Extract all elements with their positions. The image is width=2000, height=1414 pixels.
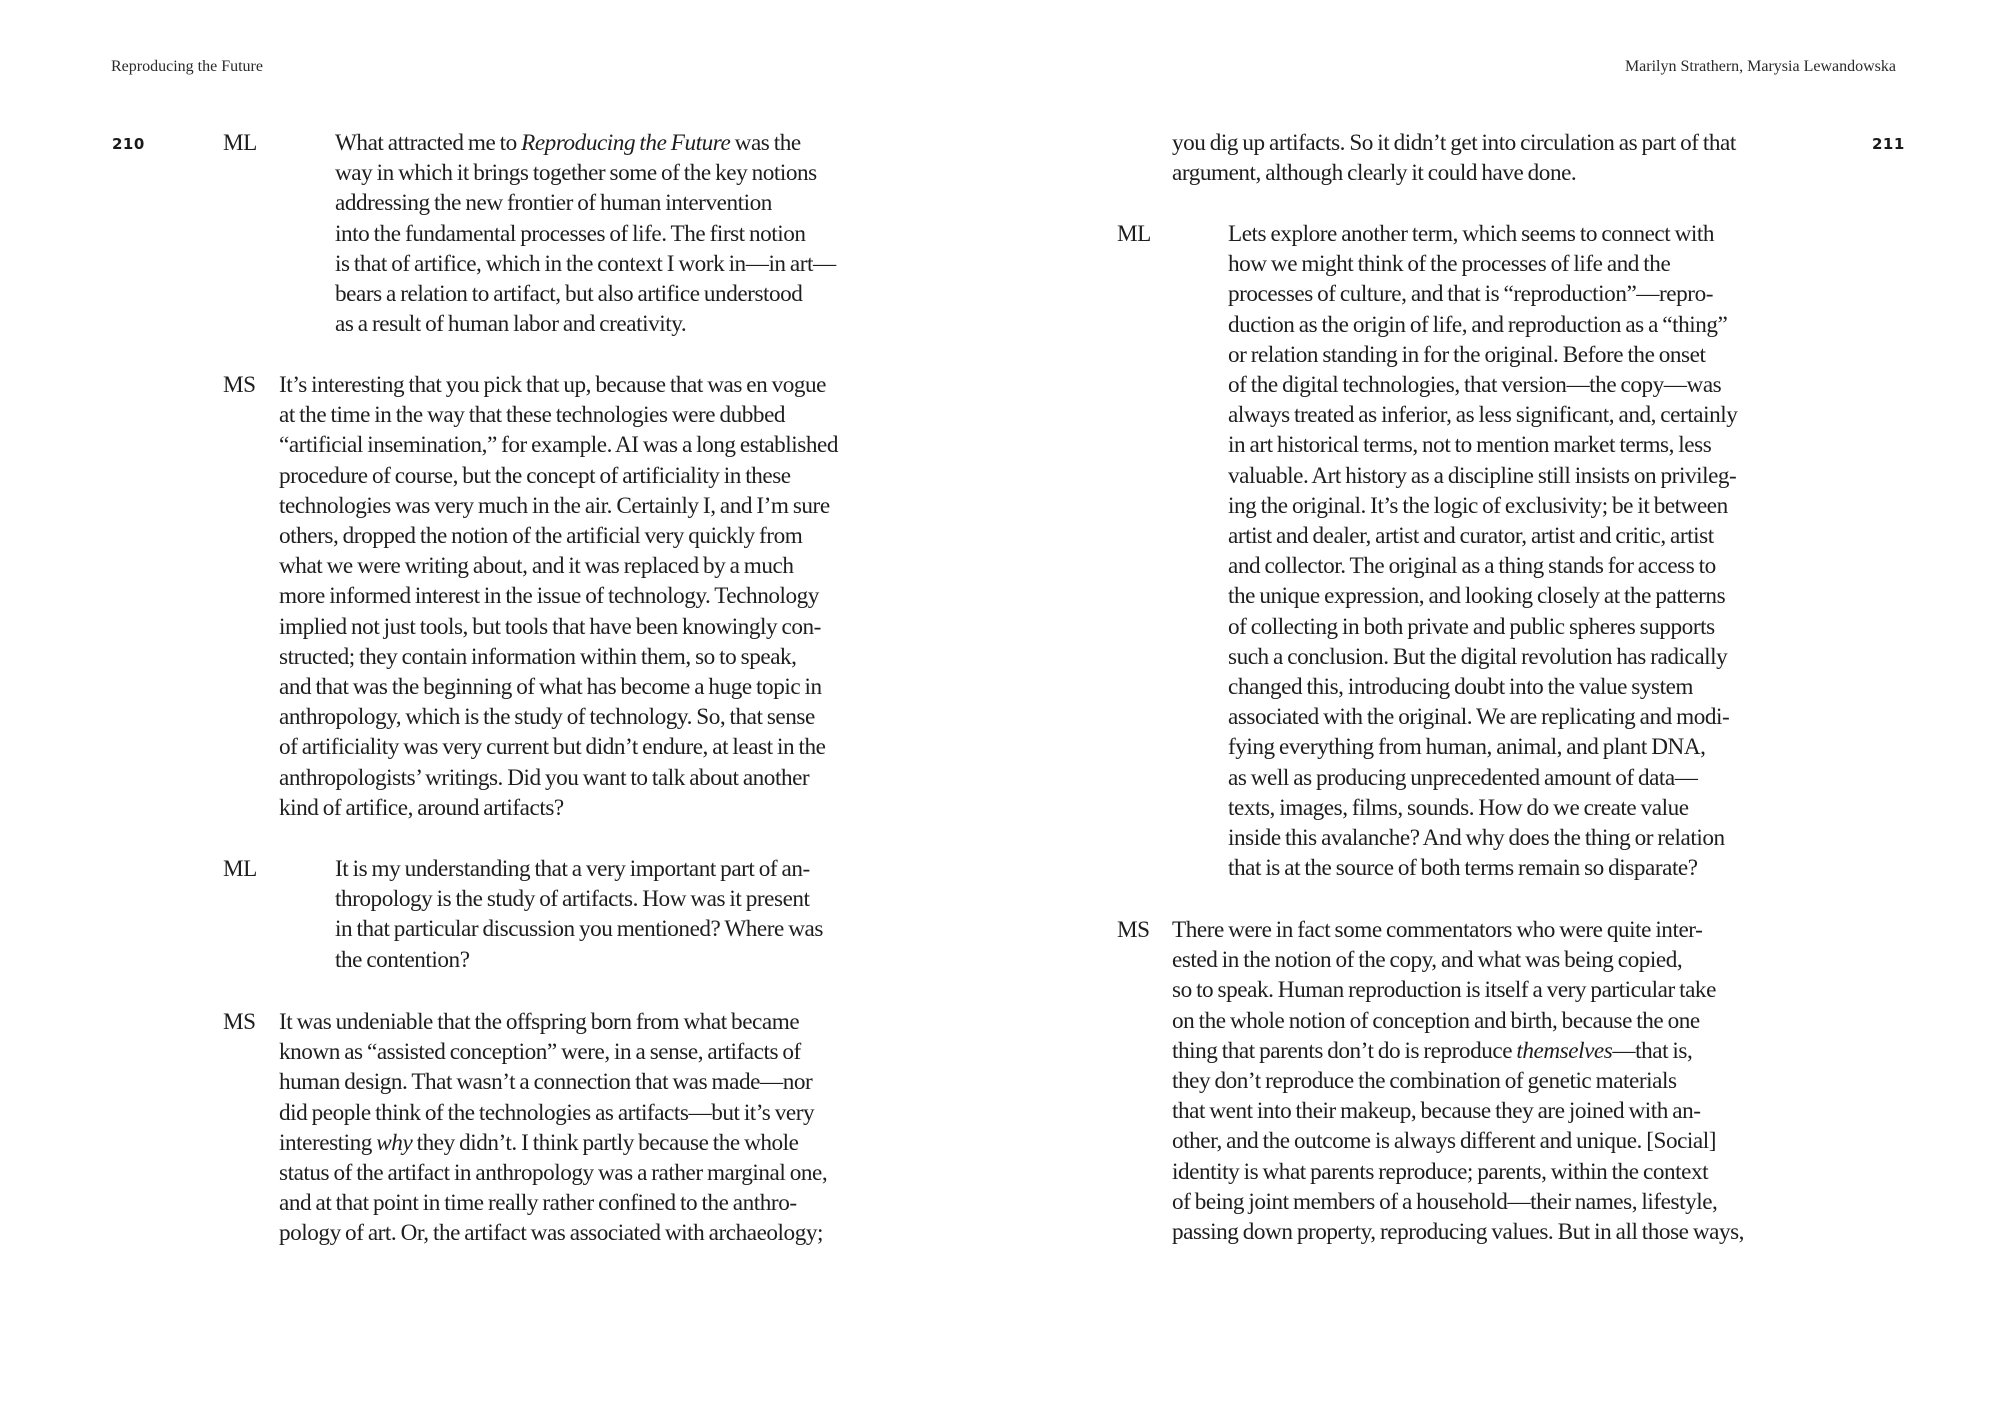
text-line: inside this avalanche? And why does the thing or relation xyxy=(1228,825,1725,852)
running-head-left: Reproducing the Future xyxy=(111,58,263,75)
exchange-ms xyxy=(223,1007,827,1249)
exchange-ml xyxy=(223,128,836,339)
text-line: how we might think of the processes of life and the xyxy=(1228,251,1671,278)
text-line: others, dropped the notion of the artificial very quickly from xyxy=(279,523,803,550)
speaker-label: MS xyxy=(1117,917,1150,943)
text-line: and that was the beginning of what has become a huge topic in xyxy=(279,674,822,701)
text-line: so to speak. Human reproduction is itself a very particular take xyxy=(1172,977,1716,1004)
exchange-ml xyxy=(1117,219,1737,883)
text-line: human design. That wasn’t a connection that was made—nor xyxy=(279,1069,813,1096)
text-line: of artificiality was very current but didn’t endure, at least in the xyxy=(279,734,826,761)
speaker-label: ML xyxy=(223,130,257,156)
text-line: ested in the notion of the copy, and what was being copied, xyxy=(1172,947,1683,974)
text-line: other, and the outcome is always different and unique. [Social] xyxy=(1172,1128,1717,1155)
speaker-label: MS xyxy=(223,1009,256,1035)
speaker-label: MS xyxy=(223,372,256,398)
text-line: the unique expression, and looking closely at the patterns xyxy=(1228,583,1726,610)
speech-text xyxy=(279,370,838,823)
text-line: It’s interesting that you pick that up, because that was en vogue xyxy=(279,372,827,398)
speech-text xyxy=(335,128,836,339)
text-line: associated with the original. We are replicating and modi- xyxy=(1228,704,1730,731)
text-line: anthropology, which is the study of technology. So, that sense xyxy=(279,704,815,731)
text-line: status of the artifact in anthropology was a rather marginal one, xyxy=(279,1160,828,1187)
speaker-label: ML xyxy=(1117,221,1151,247)
speaker-label: ML xyxy=(223,856,257,882)
text-line: the contention? xyxy=(335,946,470,973)
text-line: they don’t reproduce the combination of genetic materials xyxy=(1172,1068,1677,1095)
continued-text xyxy=(1172,128,1736,188)
text-line: implied not just tools, but tools that have been knowingly con- xyxy=(279,613,821,640)
speech-text xyxy=(335,854,823,975)
text-line: way in which it brings together some of the key notions xyxy=(335,160,817,187)
text-line: did people think of the technologies as artifacts—but it’s very xyxy=(279,1099,815,1126)
text-line: procedure of course, but the concept of artificiality in these xyxy=(279,462,791,489)
page-number-right: 211 xyxy=(1872,135,1905,153)
speech-text xyxy=(1172,915,1744,1247)
text-line: structed; they contain information within them, so to speak, xyxy=(279,643,797,670)
text-line: always treated as inferior, as less significant, and, certainly xyxy=(1228,402,1738,429)
text-line: more informed interest in the issue of technology. Technology xyxy=(279,583,819,610)
text-line: ing the original. It’s the logic of exclusivity; be it between xyxy=(1228,492,1728,519)
text-line: you dig up artifacts. So it didn’t get into circulation as part of that xyxy=(1172,130,1736,156)
text-line: into the fundamental processes of life. The first notion xyxy=(335,220,806,247)
text-line: that is at the source of both terms remain so disparate? xyxy=(1228,855,1698,882)
text-line: It is my understanding that a very important part of an- xyxy=(335,856,810,882)
text-line: such a conclusion. But the digital revolution has radically xyxy=(1228,643,1728,670)
text-line: that went into their makeup, because they are joined with an- xyxy=(1172,1098,1701,1125)
running-head-right: Marilyn Strathern, Marysia Lewandowska xyxy=(1624,58,1896,75)
text-line: duction as the origin of life, and reproduction as a “thing” xyxy=(1228,311,1728,338)
text-line: identity is what parents reproduce; parents, within the context xyxy=(1172,1158,1709,1185)
italic-emphasis: themselves xyxy=(1516,1037,1613,1064)
text-line: of collecting in both private and public spheres supports xyxy=(1228,613,1715,640)
text-line: as a result of human labor and creativity. xyxy=(335,311,687,338)
text-line: valuable. Art history as a discipline still insists on privileg- xyxy=(1228,462,1737,489)
text-line: at the time in the way that these technologies were dubbed xyxy=(279,402,786,429)
text-line: There were in fact some commentators who were quite inter- xyxy=(1172,917,1703,943)
text-line: pology of art. Or, the artifact was associated with archaeology; xyxy=(279,1220,823,1247)
text-line: What attracted me to Reproducing the Future was the xyxy=(335,130,801,156)
text-line: what we were writing about, and it was replaced by a much xyxy=(279,553,794,580)
text-line: and collector. The original as a thing stands for access to xyxy=(1228,553,1716,580)
text-line: technologies was very much in the air. Certainly I, and I’m sure xyxy=(279,492,830,519)
text-line: thing that parents don’t do is reproduce themselves—that is, xyxy=(1172,1037,1693,1064)
text-line: argument, although clearly it could have done. xyxy=(1172,160,1577,187)
text-line: artist and dealer, artist and curator, artist and critic, artist xyxy=(1228,523,1714,550)
page-number-left: 210 xyxy=(112,135,145,153)
speech-text xyxy=(279,1007,827,1249)
text-line: in art historical terms, not to mention market terms, less xyxy=(1228,432,1712,459)
text-line: anthropologists’ writings. Did you want to talk about another xyxy=(279,764,810,791)
text-line: changed this, introducing doubt into the value system xyxy=(1228,674,1694,701)
text-line: in that particular discussion you mentioned? Where was xyxy=(335,916,823,943)
text-line: processes of culture, and that is “reproduction”—repro- xyxy=(1228,281,1713,308)
speech-text xyxy=(1172,128,1736,188)
text-line: kind of artifice, around artifacts? xyxy=(279,794,564,821)
italic-emphasis: why xyxy=(376,1129,413,1156)
text-line: as well as producing unprecedented amount of data— xyxy=(1228,764,1698,791)
text-line: of being joint members of a household—their names, lifestyle, xyxy=(1172,1188,1718,1215)
text-line: interesting why they didn’t. I think partly because the whole xyxy=(279,1129,799,1156)
text-line: of the digital technologies, that version—the copy—was xyxy=(1228,372,1722,399)
text-line: and at that point in time really rather confined to the anthro- xyxy=(279,1190,797,1217)
text-line: It was undeniable that the offspring born from what became xyxy=(279,1009,800,1035)
speech-text xyxy=(1228,219,1737,883)
exchange-ms xyxy=(1117,915,1744,1247)
text-line: thropology is the study of artifacts. How was it present xyxy=(335,886,810,913)
italic-emphasis: Reproducing the Future xyxy=(521,130,731,156)
text-line: passing down property, reproducing values. But in all those ways, xyxy=(1172,1219,1745,1246)
exchange-ml xyxy=(223,854,823,975)
exchange-ms xyxy=(223,370,838,823)
text-line: known as “assisted conception” were, in a sense, artifacts of xyxy=(279,1039,801,1066)
text-line: “artificial insemination,” for example. AI was a long established xyxy=(279,432,838,459)
text-line: on the whole notion of conception and birth, because the one xyxy=(1172,1007,1700,1034)
text-line: addressing the new frontier of human intervention xyxy=(335,190,772,217)
text-line: bears a relation to artifact, but also artifice understood xyxy=(335,281,803,308)
text-line: or relation standing in for the original. Before the onset xyxy=(1228,341,1706,368)
text-line: Lets explore another term, which seems to connect with xyxy=(1228,221,1715,247)
text-line: fying everything from human, animal, and plant DNA, xyxy=(1228,734,1706,761)
text-line: is that of artifice, which in the context I work in—in art— xyxy=(335,250,836,277)
text-line: texts, images, films, sounds. How do we create value xyxy=(1228,794,1689,821)
